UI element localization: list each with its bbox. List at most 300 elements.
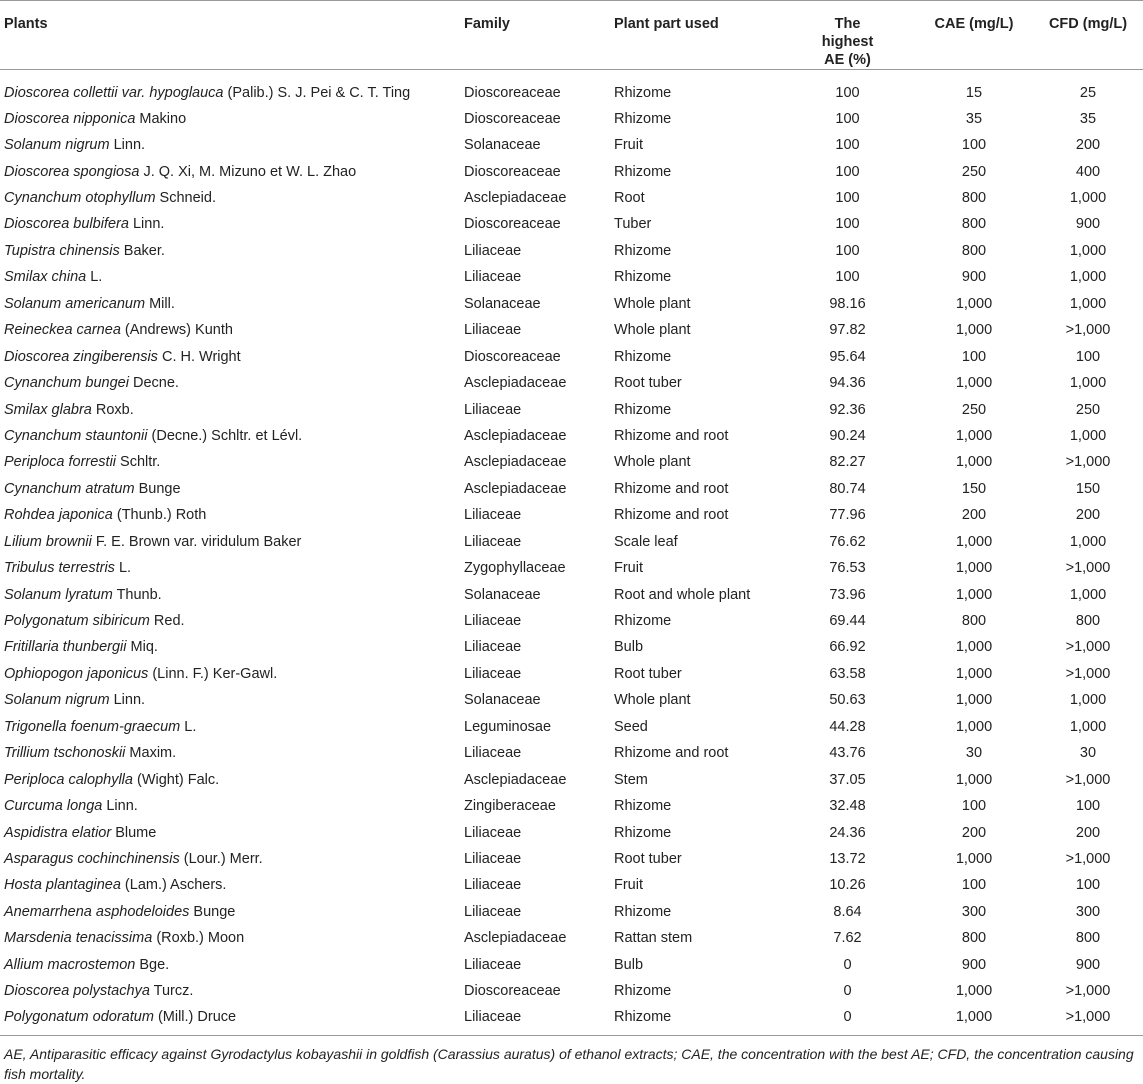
cell-plant <box>0 952 460 978</box>
plant-scientific-name: Aspidistra elatior <box>4 824 112 841</box>
cell-highest-ae: 66.92 <box>829 639 866 656</box>
header-family: Family <box>464 16 510 32</box>
plant-scientific-name: Cynanchum atratum <box>4 480 135 497</box>
cell-plant-part: Rhizome and root <box>614 507 729 524</box>
cell-cfd: 100 <box>1075 877 1101 894</box>
cell-cae: 1,000 <box>955 639 993 656</box>
cell-cfd: >1,000 <box>1065 322 1111 339</box>
cell-cae: 15 <box>965 84 983 101</box>
cell-plant-part: Rhizome <box>614 348 672 365</box>
plant-scientific-name: Marsdenia tenacissima <box>4 930 153 947</box>
plant-scientific-name: Polygonatum odoratum <box>4 1008 154 1025</box>
cell-family: Liliaceae <box>464 877 522 894</box>
cell-plant <box>0 423 460 449</box>
cell-plant-part: Rhizome <box>614 242 672 259</box>
cell-cae: 1,000 <box>955 427 993 444</box>
cell-family: Liliaceae <box>464 745 522 762</box>
plant-scientific-name: Dioscorea nipponica <box>4 110 136 127</box>
cell-cae: 35 <box>965 110 983 127</box>
plant-authority: Linn. <box>102 798 138 815</box>
cell-plant-part: Rhizome and root <box>614 427 729 444</box>
cell-family: Asclepiadaceae <box>464 375 567 392</box>
header-row <box>0 1 1143 70</box>
table-row <box>0 661 1143 687</box>
cell-cae: 1,000 <box>955 375 993 392</box>
cell-family: Liliaceae <box>464 269 522 286</box>
plant-scientific-name: Solanum lyratum <box>4 586 113 603</box>
header-cfd: CFD (mg/L) <box>1048 16 1128 32</box>
cell-plant-part: Rhizome <box>614 401 672 418</box>
plant-authority: L. <box>180 718 197 735</box>
cell-family: Dioscoreaceae <box>464 84 561 101</box>
cell-plant <box>0 211 460 237</box>
cell-family: Dioscoreaceae <box>464 983 561 1000</box>
cell-highest-ae: 63.58 <box>829 665 866 682</box>
cell-family: Solanaceae <box>464 586 541 603</box>
cell-family: Liliaceae <box>464 613 522 630</box>
table-row <box>0 952 1143 978</box>
cell-highest-ae: 80.74 <box>829 480 866 497</box>
cell-plant-part: Scale leaf <box>614 533 678 550</box>
cell-cae: 1,000 <box>955 295 993 312</box>
cell-family: Asclepiadaceae <box>464 190 567 207</box>
table-row <box>0 766 1143 792</box>
cell-cfd: >1,000 <box>1065 1008 1111 1025</box>
table-row <box>0 899 1143 925</box>
cell-cae: 1,000 <box>955 454 993 471</box>
cell-cfd: 1,000 <box>1069 295 1107 312</box>
cell-highest-ae: 37.05 <box>829 771 866 788</box>
cell-highest-ae: 13.72 <box>829 850 866 867</box>
plant-scientific-name: Tribulus terrestris <box>4 560 115 577</box>
cell-family: Dioscoreaceae <box>464 163 561 180</box>
cell-plant-part: Root <box>614 190 645 207</box>
plant-authority: Bge. <box>135 956 170 973</box>
table-row <box>0 1004 1143 1035</box>
cell-cae: 250 <box>961 401 987 418</box>
cell-cfd: 300 <box>1075 903 1101 920</box>
cell-plant-part: Whole plant <box>614 322 691 339</box>
plant-scientific-name: Trigonella foenum-graecum <box>4 718 181 735</box>
cell-family: Liliaceae <box>464 242 522 259</box>
cell-plant <box>0 502 460 528</box>
table-row <box>0 846 1143 872</box>
table-row <box>0 291 1143 317</box>
plant-authority: Makino <box>135 110 187 127</box>
cell-cae: 800 <box>961 190 987 207</box>
table-row <box>0 925 1143 951</box>
plant-scientific-name: Anemarrhena asphodeloides <box>4 903 190 920</box>
cell-cfd: 100 <box>1075 348 1101 365</box>
plant-authority: (Decne.) Schltr. et Lévl. <box>147 427 303 444</box>
cell-cfd: >1,000 <box>1065 454 1111 471</box>
plant-authority: Linn. <box>128 216 165 233</box>
cell-cae: 1,000 <box>955 322 993 339</box>
cell-cae: 800 <box>961 930 987 947</box>
plant-scientific-name: Dioscorea zingiberensis <box>4 348 158 365</box>
table-row <box>0 687 1143 713</box>
plant-scientific-name: Rohdea japonica <box>4 507 113 524</box>
plant-scientific-name: Solanum nigrum <box>4 692 110 709</box>
table-row <box>0 714 1143 740</box>
cell-cae: 1,000 <box>955 560 993 577</box>
plant-authority: F. E. Brown var. viridulum Baker <box>91 533 302 550</box>
cell-family: Liliaceae <box>464 824 522 841</box>
cell-plant <box>0 449 460 475</box>
cell-family: Asclepiadaceae <box>464 454 567 471</box>
cell-cae: 30 <box>965 745 983 762</box>
cell-highest-ae: 100 <box>835 216 860 233</box>
plant-scientific-name: Dioscorea collettii var. hypoglauca <box>4 84 224 101</box>
plant-authority: Miq. <box>126 639 158 656</box>
cell-family: Liliaceae <box>464 850 522 867</box>
cell-cfd: 25 <box>1079 84 1097 101</box>
plant-scientific-name: Dioscorea spongiosa <box>4 163 140 180</box>
plant-authority: (Andrews) Kunth <box>120 322 233 339</box>
cell-family: Zygophyllaceae <box>464 560 566 577</box>
plant-scientific-name: Smilax glabra <box>4 401 92 418</box>
plant-scientific-name: Asparagus cochinchinensis <box>4 850 180 867</box>
cell-plant-part: Rhizome <box>614 163 672 180</box>
cell-highest-ae: 77.96 <box>829 507 866 524</box>
table-row <box>0 396 1143 422</box>
cell-highest-ae: 82.27 <box>829 454 866 471</box>
cell-cfd: 900 <box>1075 216 1101 233</box>
cell-cae: 150 <box>961 480 987 497</box>
plant-scientific-name: Trillium tschonoskii <box>4 745 126 762</box>
cell-plant <box>0 634 460 660</box>
table-row <box>0 158 1143 184</box>
cell-highest-ae: 0 <box>843 983 852 1000</box>
cell-cfd: >1,000 <box>1065 771 1111 788</box>
table-row <box>0 555 1143 581</box>
plant-scientific-name: Solanum americanum <box>4 295 146 312</box>
table-header <box>0 1 1143 70</box>
cell-highest-ae: 97.82 <box>829 322 866 339</box>
cell-highest-ae: 100 <box>835 163 860 180</box>
cell-plant <box>0 661 460 687</box>
table-body <box>0 70 1143 1036</box>
cell-plant-part: Bulb <box>614 639 644 656</box>
cell-plant <box>0 714 460 740</box>
cell-cae: 800 <box>961 216 987 233</box>
table-row <box>0 370 1143 396</box>
cell-family: Solanaceae <box>464 137 541 154</box>
cell-plant <box>0 106 460 132</box>
cell-cfd: >1,000 <box>1065 665 1111 682</box>
cell-plant-part: Rhizome <box>614 613 672 630</box>
cell-cae: 1,000 <box>955 718 993 735</box>
plant-scientific-name: Dioscorea polystachya <box>4 983 150 1000</box>
plant-authority: Bunge <box>189 903 236 920</box>
cell-family: Liliaceae <box>464 322 522 339</box>
cell-highest-ae: 95.64 <box>829 348 866 365</box>
table-row <box>0 423 1143 449</box>
cell-plant <box>0 158 460 184</box>
cell-plant-part: Rhizome and root <box>614 480 729 497</box>
cell-plant-part: Rhizome <box>614 798 672 815</box>
cell-plant <box>0 846 460 872</box>
plant-authority: (Wight) Falc. <box>132 771 220 788</box>
cell-family: Liliaceae <box>464 665 522 682</box>
cell-plant-part: Fruit <box>614 877 643 894</box>
cell-cfd: >1,000 <box>1065 983 1111 1000</box>
cell-highest-ae: 100 <box>835 110 860 127</box>
plant-scientific-name: Smilax china <box>4 269 87 286</box>
table-footnote: AE, Antiparasitic efficacy against Gyrodactylus kobayashii in goldfish (Carassius auratus) of ethanol extracts; CAE, the concentration with the best AE; CFD, the concentration causing fish mortality. <box>4 1045 1134 1082</box>
table-row <box>0 238 1143 264</box>
cell-cfd: 1,000 <box>1069 718 1107 735</box>
plant-scientific-name: Curcuma longa <box>4 798 103 815</box>
cell-cfd: 1,000 <box>1069 375 1107 392</box>
cell-cfd: 400 <box>1075 163 1101 180</box>
cell-cae: 900 <box>961 269 987 286</box>
plant-authority: (Linn. F.) Ker-Gawl. <box>148 665 278 682</box>
cell-cfd: 30 <box>1079 745 1097 762</box>
cell-plant <box>0 70 460 106</box>
cell-plant <box>0 185 460 211</box>
cell-plant <box>0 343 460 369</box>
plant-scientific-name: Solanum nigrum <box>4 137 110 154</box>
cell-cae: 100 <box>961 877 987 894</box>
cell-plant-part: Rhizome <box>614 84 672 101</box>
table-row <box>0 185 1143 211</box>
plant-scientific-name: Reineckea carnea <box>4 322 121 339</box>
plant-authority: (Thunb.) Roth <box>112 507 207 524</box>
plant-authority: Schltr. <box>116 454 161 471</box>
cell-highest-ae: 50.63 <box>829 692 866 709</box>
cell-plant-part: Root and whole plant <box>614 586 751 603</box>
cell-highest-ae: 76.53 <box>829 560 866 577</box>
cell-plant-part: Rhizome <box>614 110 672 127</box>
cell-highest-ae: 90.24 <box>829 427 866 444</box>
cell-cfd: 1,000 <box>1069 269 1107 286</box>
cell-highest-ae: 8.64 <box>833 903 862 920</box>
cell-highest-ae: 76.62 <box>829 533 866 550</box>
cell-highest-ae: 44.28 <box>829 718 866 735</box>
table-row <box>0 317 1143 343</box>
plant-authority: (Palib.) S. J. Pei & C. T. Ting <box>223 84 411 101</box>
cell-plant <box>0 978 460 1004</box>
cell-highest-ae: 100 <box>835 269 860 286</box>
cell-cfd: 1,000 <box>1069 586 1107 603</box>
cell-highest-ae: 100 <box>835 84 860 101</box>
cell-cfd: 900 <box>1075 956 1101 973</box>
cell-cfd: 1,000 <box>1069 427 1107 444</box>
cell-plant <box>0 819 460 845</box>
plant-scientific-name: Periploca calophylla <box>4 771 133 788</box>
plant-scientific-name: Cynanchum otophyllum <box>4 190 156 207</box>
cell-cfd: >1,000 <box>1065 850 1111 867</box>
cell-cae: 800 <box>961 613 987 630</box>
cell-family: Leguminosae <box>464 718 552 735</box>
table-row <box>0 106 1143 132</box>
cell-cae: 100 <box>961 798 987 815</box>
header-highest-ae: The highest AE (%) <box>821 16 874 68</box>
cell-family: Dioscoreaceae <box>464 216 561 233</box>
cell-plant <box>0 899 460 925</box>
cell-plant-part: Whole plant <box>614 454 691 471</box>
cell-plant-part: Rhizome <box>614 824 672 841</box>
plant-scientific-name: Cynanchum bungei <box>4 375 129 392</box>
cell-plant-part: Rhizome and root <box>614 745 729 762</box>
cell-plant-part: Rhizome <box>614 983 672 1000</box>
cell-cae: 900 <box>961 956 987 973</box>
cell-family: Asclepiadaceae <box>464 771 567 788</box>
plant-authority: (Mill.) Druce <box>153 1008 237 1025</box>
plant-scientific-name: Polygonatum sibiricum <box>4 613 150 630</box>
cell-family: Asclepiadaceae <box>464 480 567 497</box>
cell-plant-part: Rhizome <box>614 1008 672 1025</box>
cell-cfd: 250 <box>1075 401 1101 418</box>
cell-cfd: 800 <box>1075 930 1101 947</box>
header-plants: Plants <box>4 16 48 32</box>
cell-plant <box>0 925 460 951</box>
cell-plant-part: Rhizome <box>614 903 672 920</box>
plant-authority: (Lour.) Merr. <box>179 850 263 867</box>
cell-plant <box>0 291 460 317</box>
cell-cae: 1,000 <box>955 983 993 1000</box>
cell-cae: 250 <box>961 163 987 180</box>
cell-plant <box>0 872 460 898</box>
plant-authority: Baker. <box>119 242 165 259</box>
cell-plant <box>0 608 460 634</box>
table-row <box>0 211 1143 237</box>
cell-plant <box>0 740 460 766</box>
table-row <box>0 634 1143 660</box>
cell-cfd: 1,000 <box>1069 190 1107 207</box>
plant-authority: Schneid. <box>155 190 216 207</box>
cell-family: Liliaceae <box>464 639 522 656</box>
plant-authority: Maxim. <box>125 745 177 762</box>
plant-authority: Thunb. <box>112 586 162 603</box>
cell-highest-ae: 69.44 <box>829 613 866 630</box>
plant-scientific-name: Ophiopogon japonicus <box>4 665 149 682</box>
cell-cfd: >1,000 <box>1065 639 1111 656</box>
cell-cae: 100 <box>961 137 987 154</box>
cell-cfd: 200 <box>1075 137 1101 154</box>
cell-highest-ae: 24.36 <box>829 824 866 841</box>
cell-plant <box>0 581 460 607</box>
cell-family: Liliaceae <box>464 533 522 550</box>
cell-plant <box>0 1004 460 1035</box>
table-row <box>0 581 1143 607</box>
cell-family: Liliaceae <box>464 903 522 920</box>
cell-plant <box>0 555 460 581</box>
cell-plant-part: Bulb <box>614 956 644 973</box>
cell-family: Liliaceae <box>464 401 522 418</box>
table-row <box>0 819 1143 845</box>
cell-plant-part: Root tuber <box>614 375 682 392</box>
cell-cfd: 1,000 <box>1069 692 1107 709</box>
cell-highest-ae: 0 <box>843 1008 852 1025</box>
cell-family: Asclepiadaceae <box>464 930 567 947</box>
cell-highest-ae: 92.36 <box>829 401 866 418</box>
cell-highest-ae: 94.36 <box>829 375 866 392</box>
cell-plant <box>0 132 460 158</box>
cell-plant-part: Seed <box>614 718 648 735</box>
cell-cae: 1,000 <box>955 533 993 550</box>
cell-plant-part: Fruit <box>614 560 643 577</box>
table-row <box>0 608 1143 634</box>
cell-family: Asclepiadaceae <box>464 427 567 444</box>
table-row <box>0 476 1143 502</box>
plant-authority: J. Q. Xi, M. Mizuno et W. L. Zhao <box>139 163 357 180</box>
cell-cfd: 800 <box>1075 613 1101 630</box>
cell-cfd: >1,000 <box>1065 560 1111 577</box>
cell-family: Liliaceae <box>464 1008 522 1025</box>
cell-cae: 1,000 <box>955 665 993 682</box>
cell-plant-part: Whole plant <box>614 295 691 312</box>
table-row <box>0 502 1143 528</box>
table-row <box>0 529 1143 555</box>
cell-cae: 300 <box>961 903 987 920</box>
cell-plant <box>0 264 460 290</box>
cell-plant-part: Stem <box>614 771 648 788</box>
cell-highest-ae: 43.76 <box>829 745 866 762</box>
cell-highest-ae: 98.16 <box>829 295 866 312</box>
plant-authority: Blume <box>111 824 157 841</box>
cell-cfd: 200 <box>1075 507 1101 524</box>
cell-cae: 800 <box>961 242 987 259</box>
plant-authority: Linn. <box>109 692 146 709</box>
cell-family: Dioscoreaceae <box>464 110 561 127</box>
plant-scientific-name: Cynanchum stauntonii <box>4 427 148 444</box>
plant-scientific-name: Periploca forrestii <box>4 454 117 471</box>
plant-scientific-name: Allium macrostemon <box>4 956 136 973</box>
cell-plant-part: Root tuber <box>614 850 682 867</box>
cell-plant-part: Fruit <box>614 137 643 154</box>
plant-scientific-name: Hosta plantaginea <box>4 877 121 894</box>
cell-cfd: 35 <box>1079 110 1097 127</box>
cell-cae: 1,000 <box>955 850 993 867</box>
table-row <box>0 264 1143 290</box>
cell-cae: 1,000 <box>955 771 993 788</box>
cell-plant <box>0 793 460 819</box>
plant-authority: Linn. <box>109 137 146 154</box>
cell-cfd: 150 <box>1075 480 1101 497</box>
table-row <box>0 70 1143 106</box>
cell-cae: 1,000 <box>955 1008 993 1025</box>
table-row <box>0 449 1143 475</box>
cell-plant <box>0 370 460 396</box>
cell-highest-ae: 0 <box>843 956 852 973</box>
plant-scientific-name: Fritillaria thunbergii <box>4 639 127 656</box>
cell-plant <box>0 396 460 422</box>
plant-scientific-name: Tupistra chinensis <box>4 242 120 259</box>
cell-plant-part: Rattan stem <box>614 930 693 947</box>
cell-highest-ae: 100 <box>835 190 860 207</box>
plant-authority: C. H. Wright <box>157 348 241 365</box>
cell-plant-part: Root tuber <box>614 665 682 682</box>
cell-plant-part: Rhizome <box>614 269 672 286</box>
cell-family: Solanaceae <box>464 692 541 709</box>
cell-plant <box>0 317 460 343</box>
table-row <box>0 343 1143 369</box>
header-plant-part: Plant part used <box>614 16 719 32</box>
cell-family: Solanaceae <box>464 295 541 312</box>
cell-cae: 1,000 <box>955 586 993 603</box>
plant-authority: Mill. <box>145 295 175 312</box>
cell-cae: 1,000 <box>955 692 993 709</box>
cell-highest-ae: 100 <box>835 137 860 154</box>
plant-authority: Red. <box>149 613 185 630</box>
plant-authority: L. <box>86 269 103 286</box>
table-row <box>0 132 1143 158</box>
plant-scientific-name: Lilium brownii <box>4 533 92 550</box>
plant-authority: L. <box>114 560 132 577</box>
plant-authority: Bunge <box>134 480 181 497</box>
